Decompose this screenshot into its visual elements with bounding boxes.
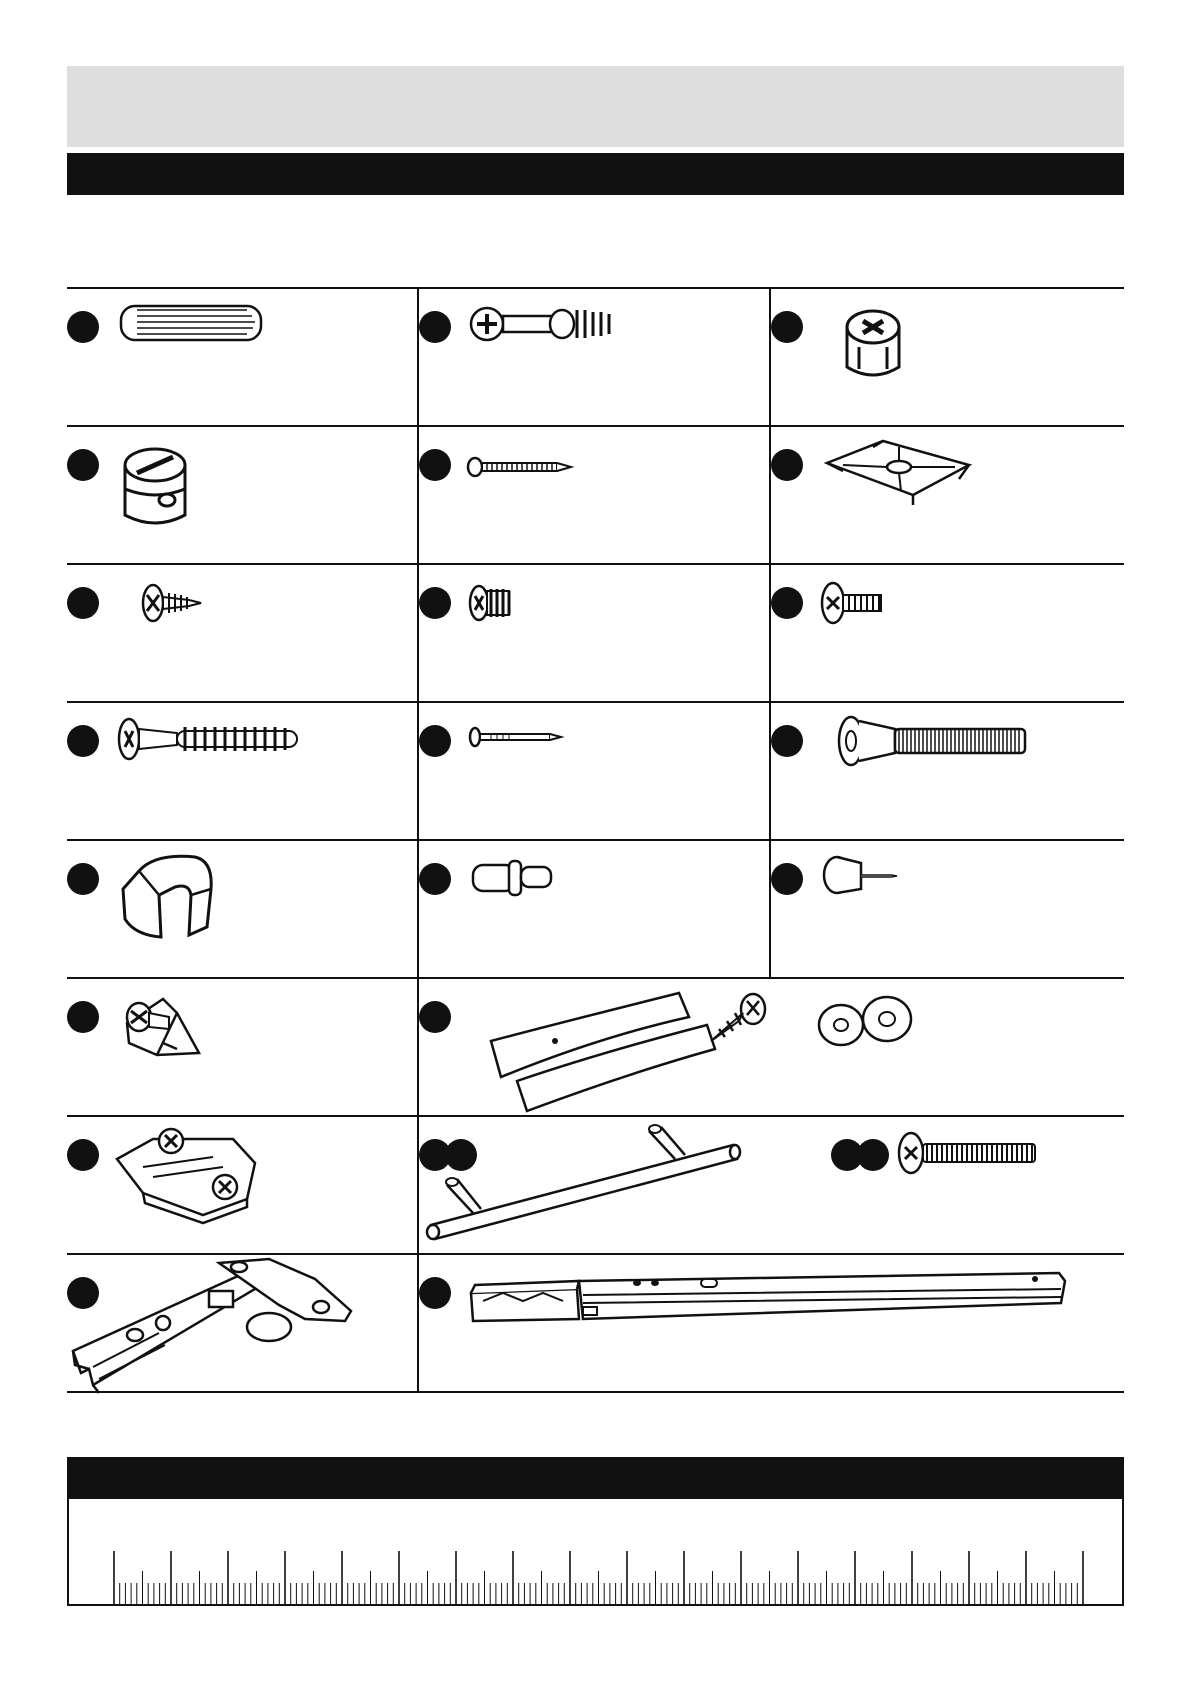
drawer-runner-icon [469,1267,1069,1337]
part-cell [67,425,417,563]
part-badge [67,311,99,343]
part-badge [419,725,451,757]
part-cell [419,425,769,563]
part-badge [67,449,99,481]
part-badge [771,311,803,343]
cam-bolt-icon [467,302,637,352]
part-cell [771,839,1124,977]
part-badge [67,1139,99,1171]
ruler-title-bar [67,1457,1124,1499]
short-screw-icon [139,581,209,626]
part-badge [771,863,803,895]
glide-tack-icon [821,855,911,900]
part-cell [67,287,417,425]
part-badge [67,587,99,619]
part-cell [419,701,769,839]
connector-bolt-icon [837,713,1037,773]
ruler-scale [69,1499,1126,1606]
part-cell [67,977,417,1115]
part-cell [67,1253,417,1391]
part-badge [419,863,451,895]
part-cell [67,1115,417,1253]
part-badge [771,725,803,757]
part-cell [419,1115,1124,1253]
nail-icon [469,725,569,750]
long-screw-icon [467,453,577,483]
part-cell [771,425,1124,563]
shelf-pin-icon [469,857,559,902]
part-cell [771,701,1124,839]
machine-screw-icon [819,579,899,629]
cam-lock-large-icon [117,445,197,530]
part-cell [67,563,417,701]
part-badge [771,587,803,619]
wall-strap-kit-icon [489,983,969,1113]
cam-lock-small-icon [841,307,911,387]
part-badge [419,1277,451,1309]
handle-bolt-icon [897,1129,1047,1179]
header-band [67,66,1124,147]
hinge-plate-icon [113,1123,263,1223]
part-cell [419,1253,1124,1391]
part-cell [419,287,769,425]
part-badge [419,1001,451,1033]
parts-grid [67,287,1124,1393]
part-badge-secondary [857,1139,889,1171]
part-badge [67,863,99,895]
part-badge [419,449,451,481]
part-badge [771,449,803,481]
corner-block-icon [117,993,207,1063]
cable-clip-icon [115,849,225,949]
part-cell [771,563,1124,701]
concealed-hinge-icon [69,1255,369,1395]
wooden-dowel-icon [117,302,277,347]
ruler [67,1499,1124,1606]
part-cell [67,701,417,839]
euro-screw-icon [467,581,527,626]
part-cell [419,977,1124,1115]
section-title-bar [67,153,1124,195]
bar-handle-icon [423,1125,763,1245]
part-cell [771,287,1124,425]
coarse-screw-icon [117,715,317,765]
part-cell [419,839,769,977]
part-badge [419,311,451,343]
part-badge [67,1001,99,1033]
part-badge [67,725,99,757]
part-cell [67,839,417,977]
part-badge [419,587,451,619]
part-cell [419,563,769,701]
corner-plate-icon [823,435,973,510]
